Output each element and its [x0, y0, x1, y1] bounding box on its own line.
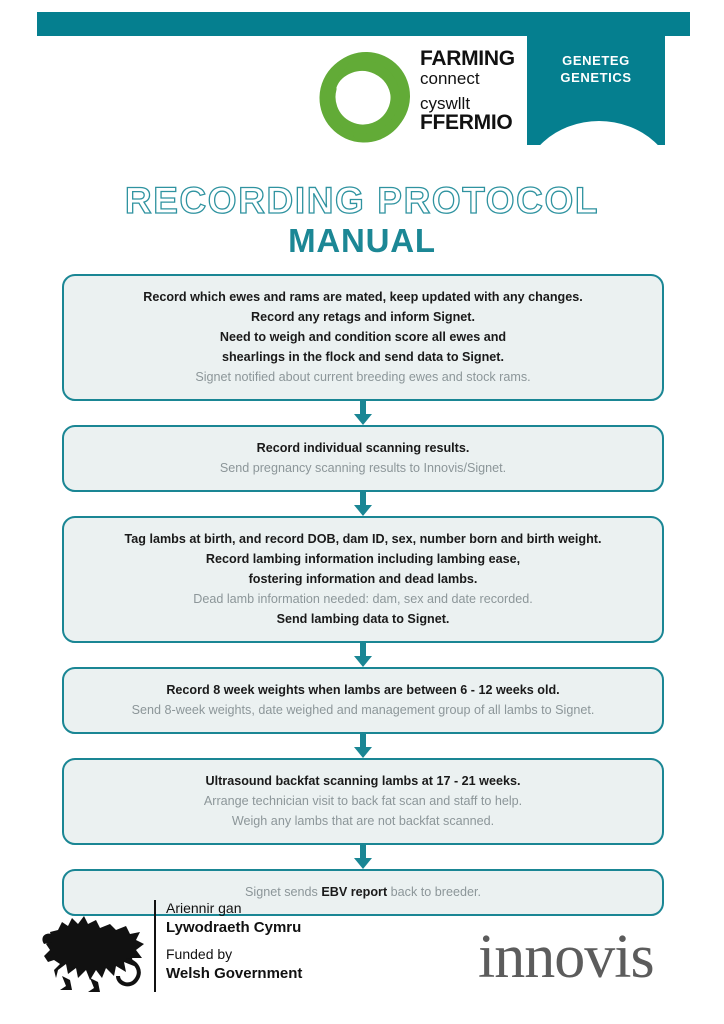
flow-arrow-down-icon [62, 734, 664, 758]
arrow-head [354, 414, 372, 425]
flow-box-lambing [62, 516, 664, 643]
geneteg-genetics-panel [527, 12, 665, 145]
flow-box-backfat-scanning-line: Ultrasound backfat scanning lambs at 17 - 21 weeks. [205, 774, 521, 788]
funding-line-welsh-prefix: Ariennir gan [166, 900, 242, 916]
footer [0, 890, 724, 1024]
flow-box-mating-line: Record any retags and inform Signet. [251, 310, 475, 324]
flow-box-scanning-line: Record individual scanning results. [256, 441, 470, 455]
farming-connect-line-2: connect [420, 68, 480, 88]
geneteg-line-2: GENETICS [560, 70, 632, 85]
flow-text-part: back to breeder. [387, 885, 481, 899]
farming-connect-wordmark [420, 48, 524, 134]
flow-box-lambing-line: fostering information and dead lambs. [248, 572, 478, 586]
flow-box-mating-line: Record which ewes and rams are mated, keep updated with any changes. [143, 290, 583, 304]
flow-box-scanning-line: Send pregnancy scanning results to Innovis/Signet. [219, 461, 507, 475]
flow-box-mating-line: Need to weigh and condition score all ewes and [219, 330, 507, 344]
page-title-solid: MANUAL [288, 222, 436, 259]
page-title-outline: RECORDING PROTOCOL [124, 180, 600, 221]
funding-line-english-name: Welsh Government [166, 965, 303, 982]
flow-box-eight-week-weights [62, 667, 664, 734]
arrow-head [354, 505, 372, 516]
flow-arrow-down-icon [62, 845, 664, 869]
welsh-dragon-icon [38, 900, 150, 995]
flow-arrow-down-icon [62, 492, 664, 516]
flow-box-mating [62, 274, 664, 401]
geneteg-line-1: GENETEG [562, 53, 630, 68]
farming-connect-line-3: cyswllt [420, 93, 471, 113]
flow-box-lambing-line: Tag lambs at birth, and record DOB, dam ID, sex, number born and birth weight. [124, 532, 602, 546]
arrow-head [354, 656, 372, 667]
flow-box-lambing-line: Dead lamb information needed: dam, sex and date recorded. [193, 592, 533, 606]
flow-box-backfat-scanning [62, 758, 664, 845]
innovis-wordmark: innovis [478, 923, 654, 991]
recording-protocol-flowchart [62, 274, 664, 916]
flow-box-mating-line: shearlings in the flock and send data to Signet. [221, 350, 504, 364]
flow-box-scanning [62, 425, 664, 492]
farming-connect-line-4: FFERMIO [420, 111, 513, 135]
arrow-head [354, 747, 372, 758]
flow-text-part: EBV report [321, 885, 388, 899]
funding-line-english-prefix: Funded by [166, 946, 233, 963]
flow-box-eight-week-weights-line: Record 8 week weights when lambs are between 6 - 12 weeks old. [166, 683, 560, 697]
flow-box-backfat-scanning-line: Arrange technician visit to back fat scan and staff to help. [203, 794, 523, 808]
flow-box-lambing-line: Record lambing information including lambing ease, [205, 552, 521, 566]
footer-divider [154, 900, 156, 992]
geneteg-swoosh-shape [527, 121, 665, 145]
flow-text-part: Signet sends [245, 885, 322, 899]
flow-box-lambing-line: Send lambing data to Signet. [276, 612, 450, 626]
geneteg-genetics-label [527, 52, 665, 86]
flow-box-mating-line: Signet notified about current breeding ewes and stock rams. [195, 370, 531, 384]
welsh-government-funding-text [166, 900, 302, 983]
farming-connect-line-1: FARMING [420, 47, 515, 70]
flow-box-backfat-scanning-line: Weigh any lambs that are not backfat scanned. [231, 814, 495, 828]
arrow-head [354, 858, 372, 869]
flow-arrow-down-icon [62, 643, 664, 667]
flow-box-eight-week-weights-line: Send 8-week weights, date weighed and management group of all lambs to Signet. [131, 703, 595, 717]
funding-line-welsh-name: Lywodraeth Cymru [166, 918, 302, 936]
farming-connect-swirl-icon [312, 46, 416, 150]
flow-arrow-down-icon [62, 401, 664, 425]
